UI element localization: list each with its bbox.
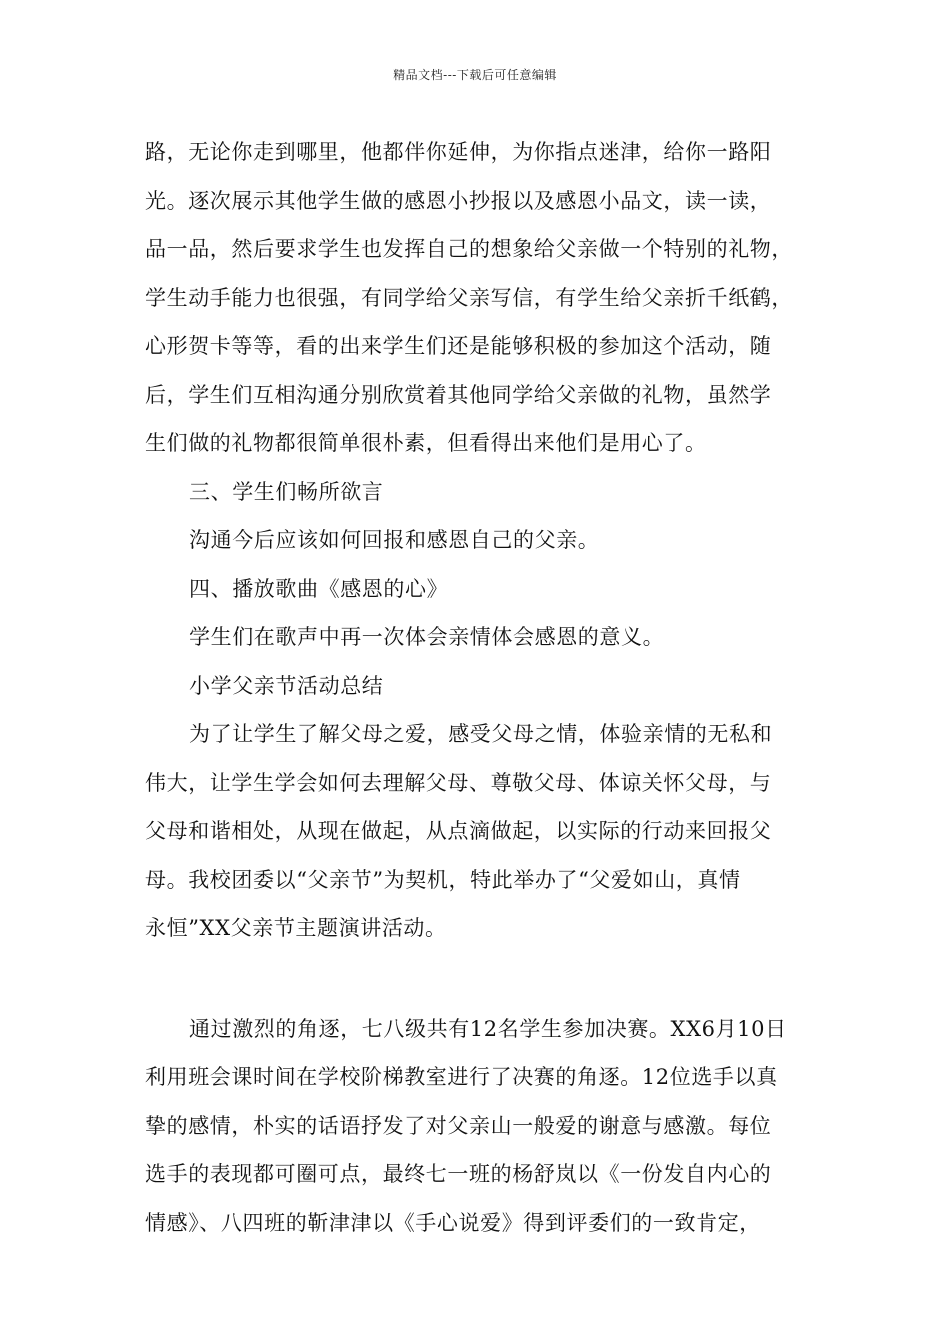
text-line: 三、学生们畅所欲言: [189, 479, 384, 504]
text-line: 通过激烈的角逐，七八级共有12名学生参加决赛。XX6月10日: [189, 1016, 787, 1041]
text-line: 学生们在歌声中再一次体会亲情体会感恩的意义。: [189, 625, 665, 649]
text-line: 后，学生们互相沟通分别欣赏着其他同学给父亲做的礼物，虽然学: [145, 382, 772, 407]
document-body: [145, 128, 835, 1247]
text-line: 心形贺卡等等，看的出来学生们还是能够积极的参加这个活动，随: [145, 334, 772, 358]
text-line: 四、播放歌曲《感恩的心》: [189, 576, 449, 601]
text-line: 品一品，然后要求学生也发挥自己的想象给父亲做一个特别的礼物，: [145, 237, 793, 261]
text-line: 情感》、八四班的靳津津以《手心说爱》得到评委们的一致肯定，: [145, 1210, 761, 1235]
text-line: 利用班会课时间在学校阶梯教室进行了决赛的角逐。12位选手以真: [145, 1065, 778, 1089]
text-line: 为了让学生了解父母之爱，感受父母之情，体验亲情的无私和: [189, 722, 773, 746]
text-line: 母。我校团委以“父亲节”为契机，特此举办了“父爱如山，真情: [145, 867, 741, 892]
text-line: 父母和谐相处，从现在做起，从点滴做起，以实际的行动来回报父: [145, 819, 772, 843]
text-line: 沟通今后应该如何回报和感恩自己的父亲。: [189, 528, 600, 552]
text-line: 学生动手能力也很强，有同学给父亲写信，有学生给父亲折千纸鹤，: [145, 285, 793, 310]
text-line: 生们做的礼物都很简单很朴素，但看得出来他们是用心了。: [145, 431, 707, 455]
text-line: 路，无论你走到哪里，他都伴你延伸，为你指点迷津，给你一路阳: [145, 140, 772, 164]
text-line: 小学父亲节活动总结: [189, 673, 384, 698]
text-line: 选手的表现都可圈可点，最终七一班的杨舒岚以《一份发自内心的: [145, 1162, 772, 1186]
page-header: 精品文档---下载后可任意编辑: [393, 68, 557, 82]
paragraph-gap: [145, 953, 835, 1005]
text-line: 永恒”XX父亲节主题演讲活动。: [145, 916, 447, 940]
text-line: 挚的感情，朴实的话语抒发了对父亲山一般爱的谢意与感激。每位: [145, 1113, 772, 1138]
text-line: 光。逐次展示其他学生做的感恩小抄报以及感恩小品文，读一读，: [145, 188, 772, 213]
text-block-2: [145, 1005, 835, 1248]
text-line: 伟大，让学生学会如何去理解父母、尊敬父母、体谅关怀父母，与: [145, 770, 772, 795]
text-block-1: [145, 128, 835, 953]
